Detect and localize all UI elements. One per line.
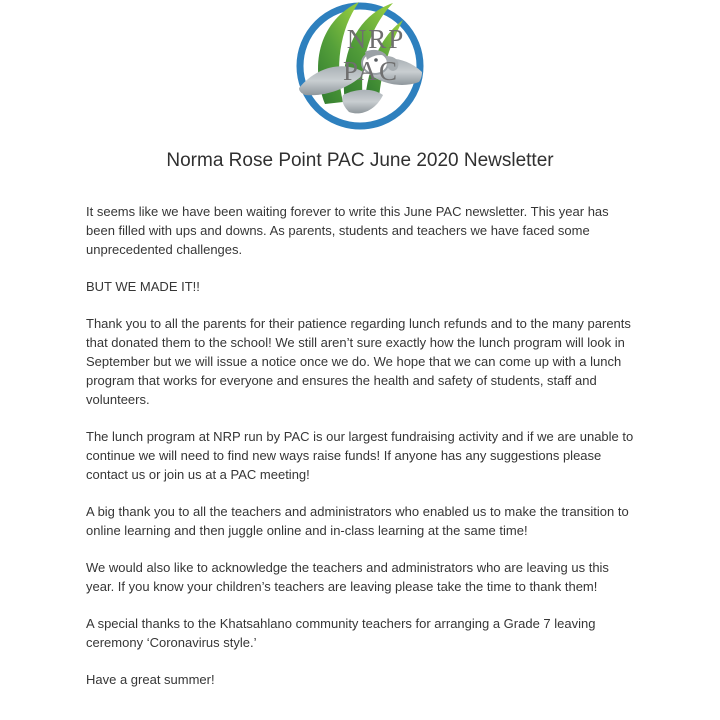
paragraph-intro: It seems like we have been waiting forever to write this June PAC newsletter. This year has been filled with ups and downs. As parents, students and teachers we have faced some unprecedented challenges. (86, 204, 609, 257)
logo-graphic (285, 0, 435, 132)
paragraph-leaving-teachers: We would also like to acknowledge the teachers and administrators who are leaving us this year. If you know your children’s teachers are leaving please take the time to thank them! (86, 560, 609, 594)
nrp-pac-logo (0, 0, 720, 130)
paragraph-lunch-program: The lunch program at NRP run by PAC is our largest fundraising activity and if we are unable to continue we will need to find new ways raise funds! If anyone has any suggestions please contact us or join us at a PAC meeting! (86, 429, 634, 482)
paragraph-summer: Have a great summer! (86, 672, 215, 687)
logo-text-nrp: NRP (346, 24, 406, 54)
newsletter-title: Norma Rose Point PAC June 2020 Newsletter (166, 150, 554, 171)
paragraph-khatsahlano: A special thanks to the Khatsahlano community teachers for arranging a Grade 7 leaving ceremony ‘Coronavirus style.’ (86, 616, 596, 650)
newsletter-body (0, 202, 720, 689)
logo-text-pac: PAC (342, 56, 400, 86)
paragraph-lunch-refunds: Thank you to all the parents for their patience regarding lunch refunds and to the many parents that donated them to the school! We still aren’t sure exactly how the lunch program will look in September but we will issue a notice once we do. We hope that we can come up with a lunch program that works for everyone and ensures the health and safety of students, staff and volunteers. (86, 316, 631, 407)
paragraph-we-made-it: BUT WE MADE IT!! (86, 279, 200, 294)
paragraph-thanks-teachers: A big thank you to all the teachers and administrators who enabled us to make the transition to online learning and then juggle online and in-class learning at the same time! (86, 504, 629, 538)
